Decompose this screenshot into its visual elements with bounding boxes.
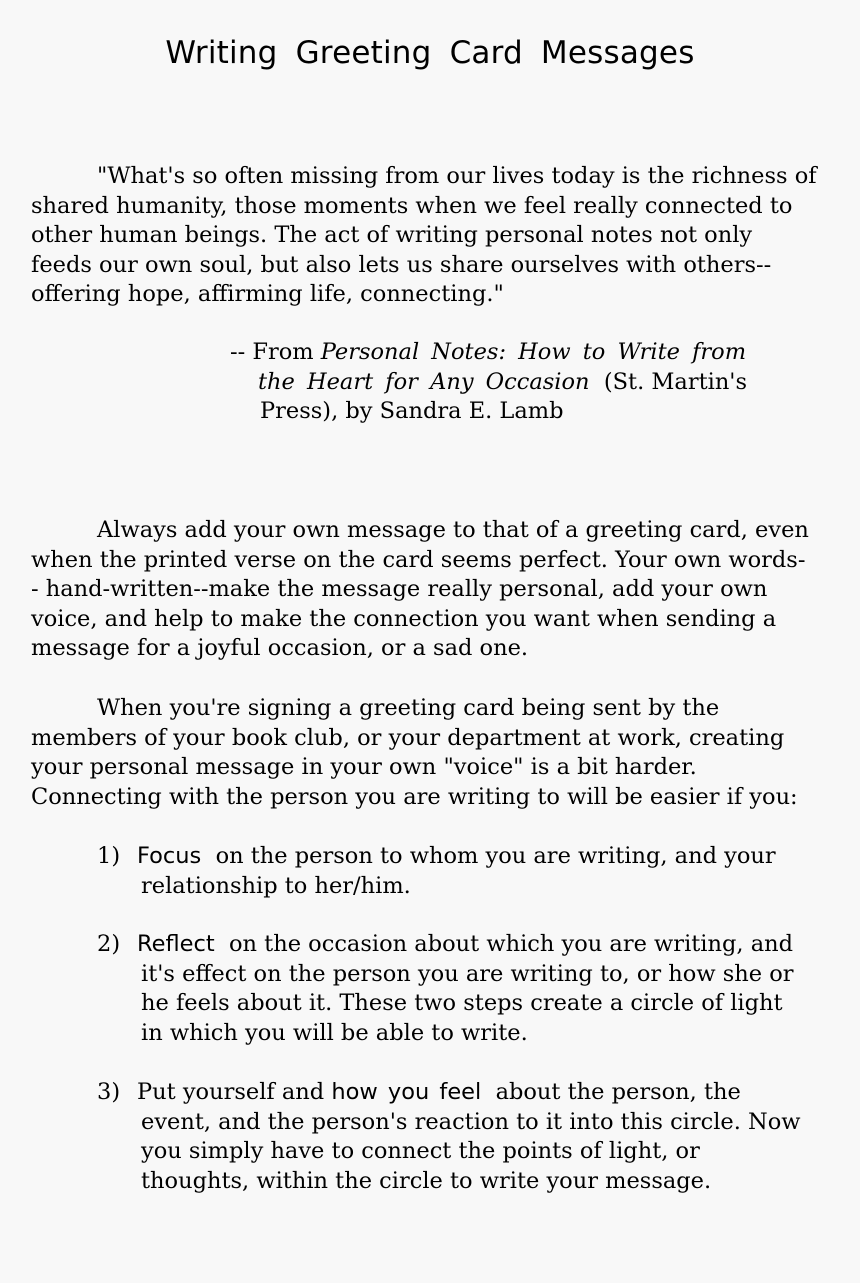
list-item-line: he feels about it. These two steps create a circle of light <box>141 990 783 1017</box>
list-item-line: it's effect on the person you are writing to, or how she or <box>141 960 794 987</box>
list-item <box>97 842 827 901</box>
publisher: (St. Martin's <box>589 368 748 395</box>
list-number: 1) <box>97 843 121 869</box>
list-pre: Put yourself and <box>137 1079 332 1105</box>
list-item-line: event, and the person's reaction to it into this circle. Now <box>141 1108 801 1135</box>
quote-line: other human beings. The act of writing personal notes not only <box>31 222 753 249</box>
list-item-line: relationship to her/him. <box>141 872 411 899</box>
paragraph-line: Connecting with the person you are writing to will be easier if you: <box>31 783 798 810</box>
paragraph-line: - hand-written--make the message really personal, add your own <box>31 576 768 603</box>
paragraph-line: your personal message in your own "voice" is a bit harder. <box>31 754 697 781</box>
body-paragraph <box>31 516 841 664</box>
quote-line <box>31 162 841 192</box>
paragraph-line: members of your book club, or your department at work, creating <box>31 724 785 751</box>
list-number: 3) <box>97 1079 121 1105</box>
quote-line: feeds our own soul, but also lets us share ourselves with others-- <box>31 251 772 278</box>
book-title: the Heart for Any Occasion <box>258 368 590 395</box>
list-rest: on the person to whom you are writing, and your <box>201 843 776 869</box>
paragraph-line-text: Always add your own message to that of a greeting card, even <box>97 517 809 543</box>
attribution-prefix: -- From <box>230 339 321 365</box>
paragraph-line <box>31 516 841 546</box>
paragraph-line: voice, and help to make the connection you want when sending a <box>31 605 777 632</box>
list-item <box>97 1078 827 1196</box>
list-item-line: in which you will be able to write. <box>141 1019 528 1046</box>
list-number: 2) <box>97 931 121 957</box>
list-rest: on the occasion about which you are writing, and <box>214 931 794 957</box>
attribution-line <box>230 368 790 398</box>
list-keyword: Focus <box>137 843 202 869</box>
list-item-line <box>97 842 827 872</box>
quote-attribution <box>230 338 790 427</box>
list-keyword: Reflect <box>137 931 215 957</box>
list-item-line <box>97 930 827 960</box>
attribution-line <box>230 338 790 368</box>
list-rest: about the person, the <box>481 1079 741 1105</box>
paragraph-line-text: When you're signing a greeting card being sent by the <box>97 695 720 721</box>
list-item-line: you simply have to connect the points of light, or <box>141 1138 700 1165</box>
list-keyword: how you feel <box>331 1079 482 1105</box>
quote-line-text: "What's so often missing from our lives today is the richness of <box>97 163 817 189</box>
paragraph-line: when the printed verse on the card seems perfect. Your own words- <box>31 546 806 573</box>
paragraph-line: message for a joyful occasion, or a sad one. <box>31 635 529 662</box>
paragraph-line <box>31 694 841 724</box>
list-item-line: thoughts, within the circle to write your message. <box>141 1167 712 1194</box>
quote-line: offering hope, affirming life, connecting." <box>31 281 504 308</box>
book-title: Personal Notes: How to Write from <box>320 339 747 365</box>
attribution-line: Press), by Sandra E. Lamb <box>260 398 564 425</box>
list-item <box>97 930 827 1048</box>
list-item-line <box>97 1078 827 1108</box>
page-title: Writing Greeting Card Messages <box>165 35 695 71</box>
quote-paragraph <box>31 162 841 310</box>
quote-line: shared humanity, those moments when we feel really connected to <box>31 192 793 219</box>
body-paragraph <box>31 694 841 812</box>
